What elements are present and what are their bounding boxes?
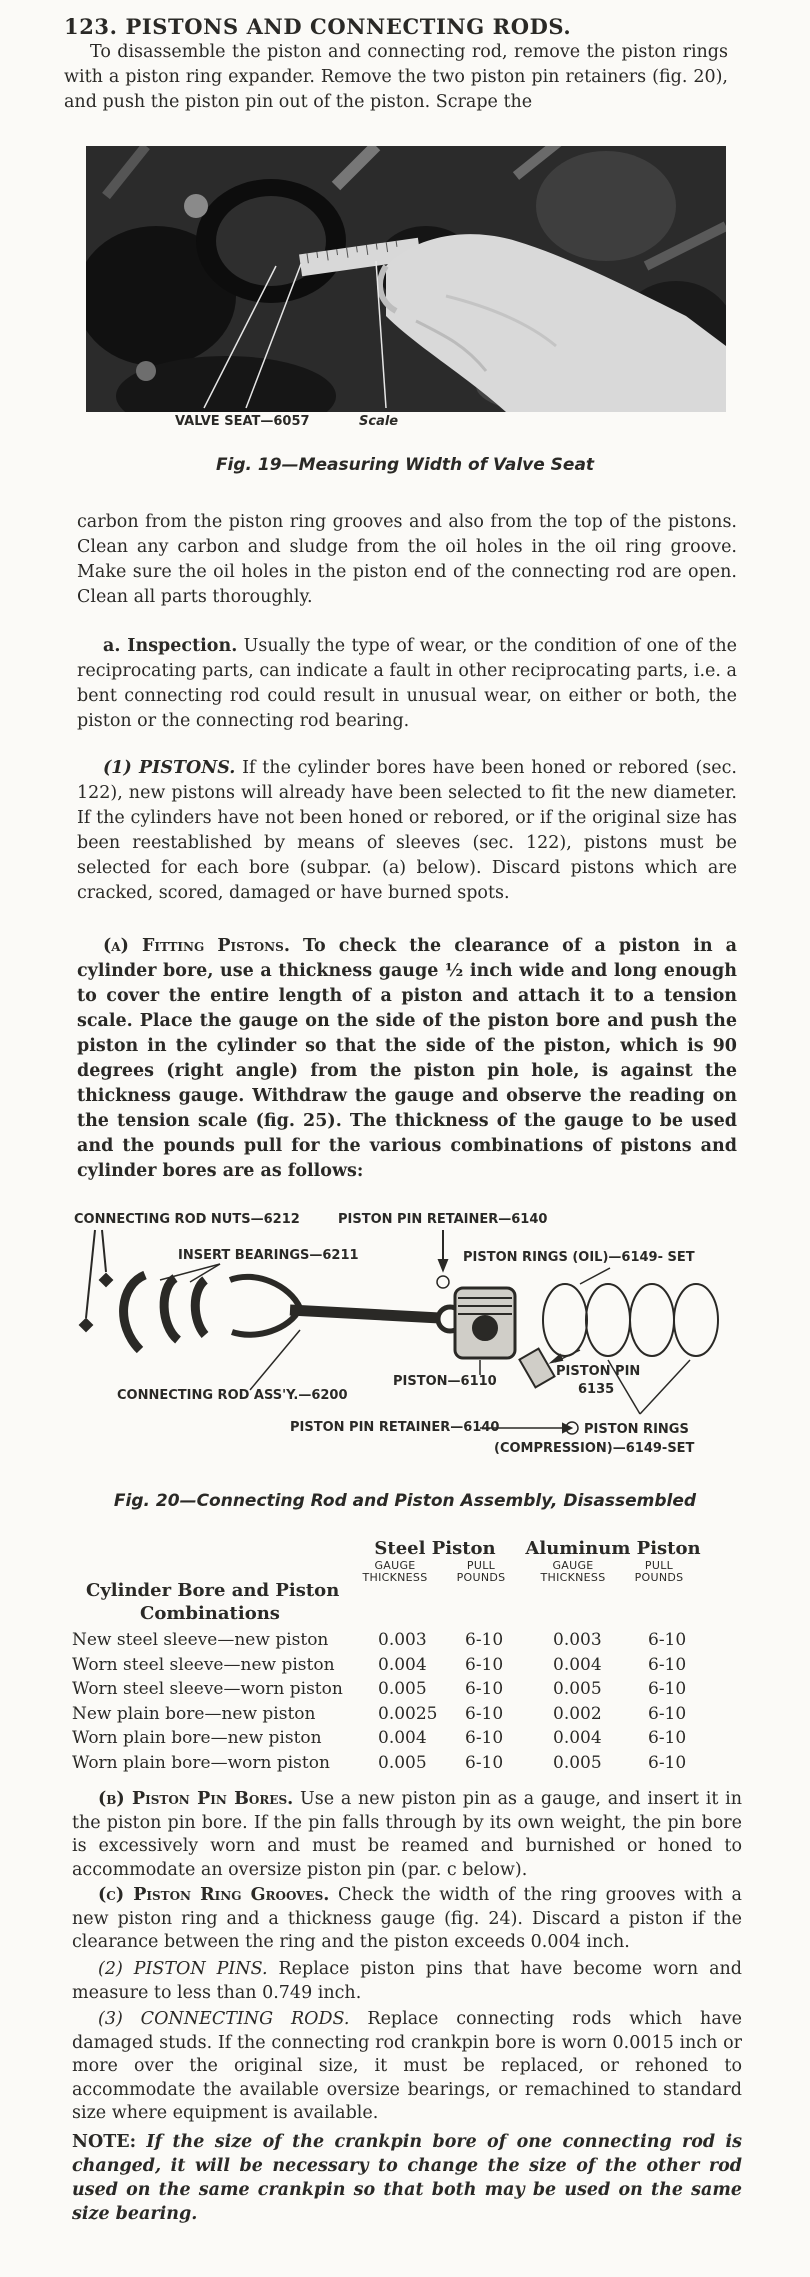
table-cell-combo: Worn steel sleeve—new piston [72,1654,335,1675]
table-cell-a-gauge: 0.002 [553,1703,602,1724]
table-sub-alum-gauge-line2: THICKNESS [540,1571,606,1584]
fig20-label-piston-pin-number: 6135 [578,1382,615,1397]
table-cell-s-pull: 6-10 [465,1630,504,1650]
table-cell-combo: New steel sleeve—new piston [72,1630,329,1650]
pistons-text: If the cylinder bores have been honed or rebored (sec. 122), new pistons will already have been selected to fit the new diameter. If the cylinders have not been honed or rebored, or if the original size has been reestablished by means of sleeves (sec. 122), pistons must be selected for each bore (subpar. (a) below). Discard pistons which are cracked, scored, damaged or have burned spots. [77,758,737,903]
fig20-label-rod-nuts: CONNECTING ROD NUTS—6212 [74,1212,300,1227]
table-cell-s-pull: 6-10 [465,1703,504,1724]
table-cell-combo: Worn plain bore—worn piston [72,1752,330,1773]
table-cell-s-gauge: 0.004 [378,1728,427,1748]
fig20-label-oil-rings: PISTON RINGS (OIL)—6149- SET [463,1250,695,1265]
table-group-aluminum: Aluminum Piston [525,1538,701,1559]
ring-grooves-lead: (c) Piston Ring Grooves. [98,1885,330,1905]
table-cell-a-gauge: 0.003 [553,1630,602,1650]
table-cell-s-pull: 6-10 [465,1728,504,1748]
fig19-photo [86,146,726,412]
table-cell-s-gauge: 0.005 [378,1679,427,1699]
table-sub-steel-pull-line1: PULL [466,1559,496,1572]
inspection-text: Usually the type of wear, or the condition of one of the reciprocating parts, can indicate a fault in other reciprocating parts, i.e. a bent connecting rod could result in unusual wear, on either or both, the piston or the connecting rod bearing. [77,636,737,731]
piston-pins-text: Replace piston pins that have become worn and measure to less than 0.749 inch. [72,1959,742,2003]
fig20-label-comp-rings-number: (COMPRESSION)—6149-SET [494,1441,695,1456]
table-cell-combo: Worn steel sleeve—worn piston [72,1679,343,1699]
table-cell-s-gauge: 0.0025 [378,1703,438,1724]
table-cell-combo: Worn plain bore—new piston [72,1728,322,1748]
table-cell-s-gauge: 0.003 [378,1630,427,1650]
table-cell-a-gauge: 0.004 [553,1728,602,1748]
fig19-caption: Fig. 19—Measuring Width of Valve Seat [215,455,595,475]
fitting-pistons-text: To check the clearance of a piston in a cylinder bore, use a thickness gauge ½ inch wide and long enough to cover the entire length of a piston and attach it to a tension scale. Place the gauge on the side of the piston bore and push the piston in the cylinder so that the side of the piston, which is 90 degrees (right angle) from the piston pin hole, is against the thickness gauge. Withdraw the gauge and observe the reading on the tension scale (fig. 25). The thickness of the gauge to be used and the pounds pull for the various combinations of pistons and cylinder bores are as follows: [77,936,738,1181]
fitting-pistons-lead: (a) Fitting Pistons. [103,936,290,956]
fig20-label-insert-bearings: INSERT BEARINGS—6211 [178,1248,359,1263]
valve-seat-photo-illustration [86,146,726,412]
table-sub-steel-gauge-line1: GAUGE [374,1559,416,1572]
fig20-label-retainer-bottom: PISTON PIN RETAINER—6140 [290,1420,500,1435]
piston-pins-lead: (2) PISTON PINS. [98,1959,268,1979]
table-cell-a-pull: 6-10 [648,1654,687,1675]
pistons-paragraph [77,756,737,906]
table-sub-steel-gauge [350,1560,440,1584]
table-group-steel: Steel Piston [374,1538,496,1559]
table-cell-a-pull: 6-10 [648,1728,687,1748]
connecting-rods-lead: (3) CONNECTING RODS. [98,2009,350,2029]
connecting-rods-text: Replace connecting rods which have damaged studs. If the connecting rod crankpin bore is worn 0.0015 inch or more over the original size, it must be replaced, or rehoned to accommodate the available oversize bearings, or remachined to standard size where equipment is available. [72,2009,742,2123]
table-cell-a-gauge: 0.005 [553,1752,602,1773]
continuation-paragraph: carbon from the piston ring grooves and also from the top of the pistons. Clean any carbon and sludge from the oil holes in the oil ring groove. Make sure the oil holes in the piston end of the connecting rod are open. Clean all parts thoroughly. [77,512,737,607]
fig20-label-comp-rings: PISTON RINGS [584,1422,689,1437]
fig20-assembly-drawing [0,1200,810,1470]
table-cell-s-gauge: 0.004 [378,1654,427,1675]
fitting-pistons-paragraph [77,934,737,1184]
table-sub-alum-pull-line2: POUNDS [634,1571,684,1584]
table-sub-steel-pull [446,1560,516,1584]
table-sub-alum-gauge [528,1560,618,1584]
fig19-label-scale: Scale [359,414,399,429]
table-cell-a-pull: 6-10 [648,1679,687,1699]
table-cell-a-pull: 6-10 [648,1703,687,1724]
ring-grooves-paragraph [72,1884,742,1955]
table-row-header-1: Cylinder Bore and Piston [86,1580,340,1601]
table-cell-a-pull: 6-10 [648,1630,687,1650]
table-sub-alum-gauge-line1: GAUGE [552,1559,594,1572]
connecting-rods-paragraph [72,2008,742,2126]
note-text: If the size of the crankpin bore of one connecting rod is changed, it will be necessary to change the size of the other rod used on the same crankpin so that both may be used on the same size bearing. [72,2132,743,2224]
pin-bores-text: Use a new piston pin as a gauge, and insert it in the piston pin bore. If the pin falls through by its own weight, the pin bore is excessively worn and must be reamed and burnished or honed to accommodate an oversize piston pin (par. c below). [72,1789,742,1880]
fig20-label-piston: PISTON—6110 [393,1374,497,1389]
table-cell-a-gauge: 0.004 [553,1654,602,1675]
table-cell-a-gauge: 0.005 [553,1679,602,1699]
table-row-header-2: Combinations [140,1603,280,1624]
note-paragraph [72,2130,742,2226]
table-sub-alum-pull [624,1560,694,1584]
fig20-caption: Fig. 20—Connecting Rod and Piston Assembly, Disassembled [113,1491,697,1511]
piston-pins-paragraph [72,1958,742,2005]
table-sub-alum-pull-line1: PULL [644,1559,674,1572]
table-cell-s-gauge: 0.005 [378,1752,427,1773]
section-heading: 123. PISTONS AND CONNECTING RODS. [64,14,572,39]
table-cell-a-pull: 6-10 [648,1752,687,1773]
note-lead: NOTE: [72,2132,137,2152]
inspection-paragraph [77,634,737,734]
fig19-label-valve-seat: VALVE SEAT—6057 [175,414,310,429]
table-cell-s-pull: 6-10 [465,1654,504,1675]
inspection-lead: a. Inspection. [103,636,238,656]
table-cell-s-pull: 6-10 [465,1752,504,1773]
fig20-label-retainer-top: PISTON PIN RETAINER—6140 [338,1212,548,1227]
pin-bores-paragraph [72,1788,742,1882]
fig20-label-rod-assy: CONNECTING ROD ASS'Y.—6200 [117,1388,348,1403]
table-sub-steel-pull-line2: POUNDS [456,1571,506,1584]
pistons-lead: (1) PISTONS. [103,758,236,778]
fig20-label-piston-pin: PISTON PIN [556,1364,641,1379]
table-cell-combo: New plain bore—new piston [72,1703,316,1724]
ring-grooves-text: Check the width of the ring grooves with a new piston ring and a thickness gauge (fig. 24). Discard a piston if the clearance between the ring and the piston exceeds 0.004 inch. [72,1885,742,1952]
table-cell-s-pull: 6-10 [465,1679,504,1699]
intro-paragraph: To disassemble the piston and connecting rod, remove the piston rings with a piston ring expander. Remove the two piston pin retainers (fig. 20), and push the piston pin out of the piston. Scrape the [64,42,728,112]
table-sub-steel-gauge-line2: THICKNESS [362,1571,428,1584]
pin-bores-lead: (b) Piston Pin Bores. [98,1789,294,1809]
